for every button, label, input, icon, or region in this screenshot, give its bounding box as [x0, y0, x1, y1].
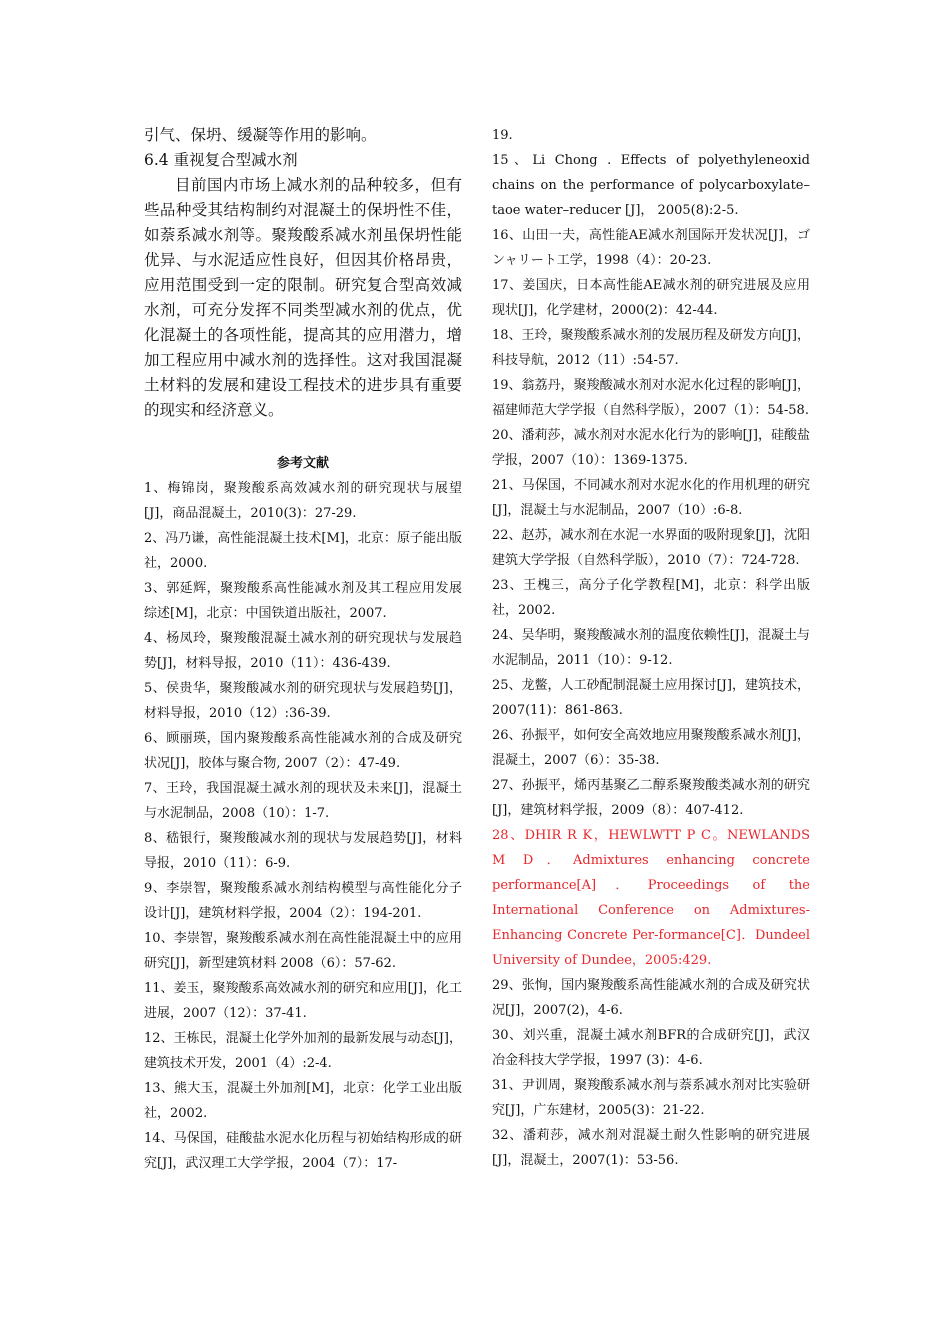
reference-item: 13、熊大玉，混凝土外加剂[M]，北京：化学工业出版社，2002. — [144, 1081, 462, 1121]
reference-item: 16、山田一夫，高性能AE减水剂国际开发状况[J]，ゴンャリート工学，1998（4）：20-23. — [492, 228, 810, 268]
reference-item: 24、吴华明，聚羧酸减水剂的温度依赖性[J]，混凝土与水泥制品，2011（10）：9-12. — [492, 628, 810, 668]
reference-item: 17、姜国庆，日本高性能AE减水剂的研究进展及应用现状[J]，化学建材，2000(2)：42-44. — [492, 278, 810, 318]
left-column — [144, 123, 462, 1176]
reference-item: 9、李崇智，聚羧酸系减水剂结构模型与高性能化分子设计[J]，建筑材料学报，2004（2）：194-201. — [144, 881, 462, 921]
reference-item: 19、翁荔丹，聚羧酸减水剂对水泥水化过程的影响[J]，福建师范大学学报（自然科学版），2007（1）：54-58. — [492, 378, 810, 418]
body-paragraph: 目前国内市场上减水剂的品种较多，但有些品种受其结构制约对混凝土的保坍性不佳，如萘系减水剂等。聚羧酸系减水剂虽保坍性能优异、与水泥适应性良好，但因其价格昂贵，应用范围受到一定的限制。研究复合型高效减水剂，可充分发挥不同类型减水剂的优点，优化混凝土的各项性能，提高其的应用潜力，增加工程应用中减水剂的选择性。这对我国混凝土材料的发展和建设工程技术的进步具有重要的现实和经济意义。 — [144, 176, 462, 419]
reference-item: 4、杨凤玲，聚羧酸混凝土减水剂的研究现状与发展趋势[J]，材料导报，2010（11）：436-439. — [144, 631, 462, 671]
reference-continuation: 19. — [492, 128, 513, 143]
reference-item: 31、尹训周，聚羧酸系减水剂与萘系减水剂对比实验研究[J]，广东建材，2005(3)：21-22. — [492, 1078, 810, 1118]
lead-line: 引气、保坍、缓凝等作用的影响。 — [144, 126, 377, 144]
reference-item: 15、Li Chong . Effects of polyethyleneoxid chains on the performance of polycarboxylate–taoe water–reducer [J]， 2005(8):2-5. — [492, 153, 810, 218]
reference-item-highlighted: 28、DHIR R K，HEWLWTT P C。NEWLANDS M D．Admixtures enhancing concrete performance[A]．Proceedings of the International Conference on Admixtures-Enhancing Concrete Per-formance[C]．Dundeel University of Dundee，2005:429. — [492, 828, 810, 968]
reference-item: 2、冯乃谦，高性能混凝土技术[M]，北京：原子能出版社，2000. — [144, 531, 462, 571]
reference-item: 1、梅锦岗，聚羧酸系高效减水剂的研究现状与展望[J]，商品混凝土，2010(3)：27-29. — [144, 481, 462, 521]
reference-item: 12、王栋民，混凝土化学外加剂的最新发展与动态[J]，建筑技术开发，2001（4）:2-4. — [144, 1031, 462, 1071]
reference-item: 7、王玲，我国混凝土减水剂的现状及未来[J]，混凝土与水泥制品，2008（10）：1-7. — [144, 781, 462, 821]
reference-item: 11、姜玉，聚羧酸系高效减水剂的研究和应用[J]，化工进展，2007（12）：37-41. — [144, 981, 462, 1021]
reference-item: 3、郭延辉，聚羧酸系高性能减水剂及其工程应用发展综述[M]，北京：中国铁道出版社，2007. — [144, 581, 462, 621]
reference-item: 27、孙振平，烯丙基聚乙二醇系聚羧酸类减水剂的研究[J]，建筑材料学报，2009（8）：407-412. — [492, 778, 810, 818]
reference-item: 22、赵苏，减水剂在水泥一水界面的吸附现象[J]，沈阳建筑大学学报（自然科学版），2010（7）：724-728. — [492, 528, 810, 568]
reference-item: 5、侯贵华，聚羧酸减水剂的研究现状与发展趋势[J]，材料导报，2010（12）:36-39. — [144, 681, 462, 721]
reference-list-left — [144, 476, 462, 1176]
right-column — [492, 123, 810, 1173]
reference-item: 20、潘莉莎，减水剂对水泥水化行为的影响[J]，硅酸盐学报，2007（10）：1369-1375. — [492, 428, 810, 468]
reference-item: 30、刘兴重，混凝土减水剂BFR的合成研究[J]，武汉冶金科技大学学报，1997 (3)：4-6. — [492, 1028, 810, 1068]
reference-item: 25、龙鳖，人工砂配制混凝土应用探讨[J]，建筑技术，2007(11)：861-863. — [492, 678, 810, 718]
reference-item: 6、顾丽瑛，国内聚羧酸系高性能减水剂的合成及研究状况[J]，胶体与聚合物, 2007（2）：47-49. — [144, 731, 462, 771]
reference-item: 29、张恂，国内聚羧酸系高性能减水剂的合成及研究状况[J]，2007(2)，4-6. — [492, 978, 810, 1018]
reference-item: 14、马保国，硅酸盐水泥水化历程与初始结构形成的研究[J]，武汉理工大学学报，2004（7）：17- — [144, 1131, 462, 1171]
reference-item: 8、嵇银行，聚羧酸减水剂的现状与发展趋势[J]，材料导报，2010（11）：6-9. — [144, 831, 462, 871]
reference-item: 32、潘莉莎，减水剂对混凝土耐久性影响的研究进展[J]，混凝土，2007(1)：53-56. — [492, 1128, 810, 1168]
references-title: 参考文献 — [276, 456, 329, 471]
reference-list-right — [492, 148, 810, 1173]
reference-item: 18、王玲，聚羧酸系减水剂的发展历程及研发方向[J]，科技导航，2012（11）:54-57. — [492, 328, 810, 368]
reference-item: 10、李崇智，聚羧酸系减水剂在高性能混凝土中的应用研究[J]，新型建筑材料 2008（6）：57-62. — [144, 931, 462, 971]
reference-item: 23、王槐三，高分子化学教程[M]，北京：科学出版社，2002. — [492, 578, 810, 618]
reference-item: 21、马保国，不同减水剂对水泥水化的作用机理的研究[J]，混凝土与水泥制品，2007（10）:6-8. — [492, 478, 810, 518]
reference-item: 26、孙振平，如何安全高效地应用聚羧酸系减水剂[J]，混凝土，2007（6）：35-38. — [492, 728, 810, 768]
section-heading: 6.4 重视复合型减水剂 — [144, 151, 298, 169]
